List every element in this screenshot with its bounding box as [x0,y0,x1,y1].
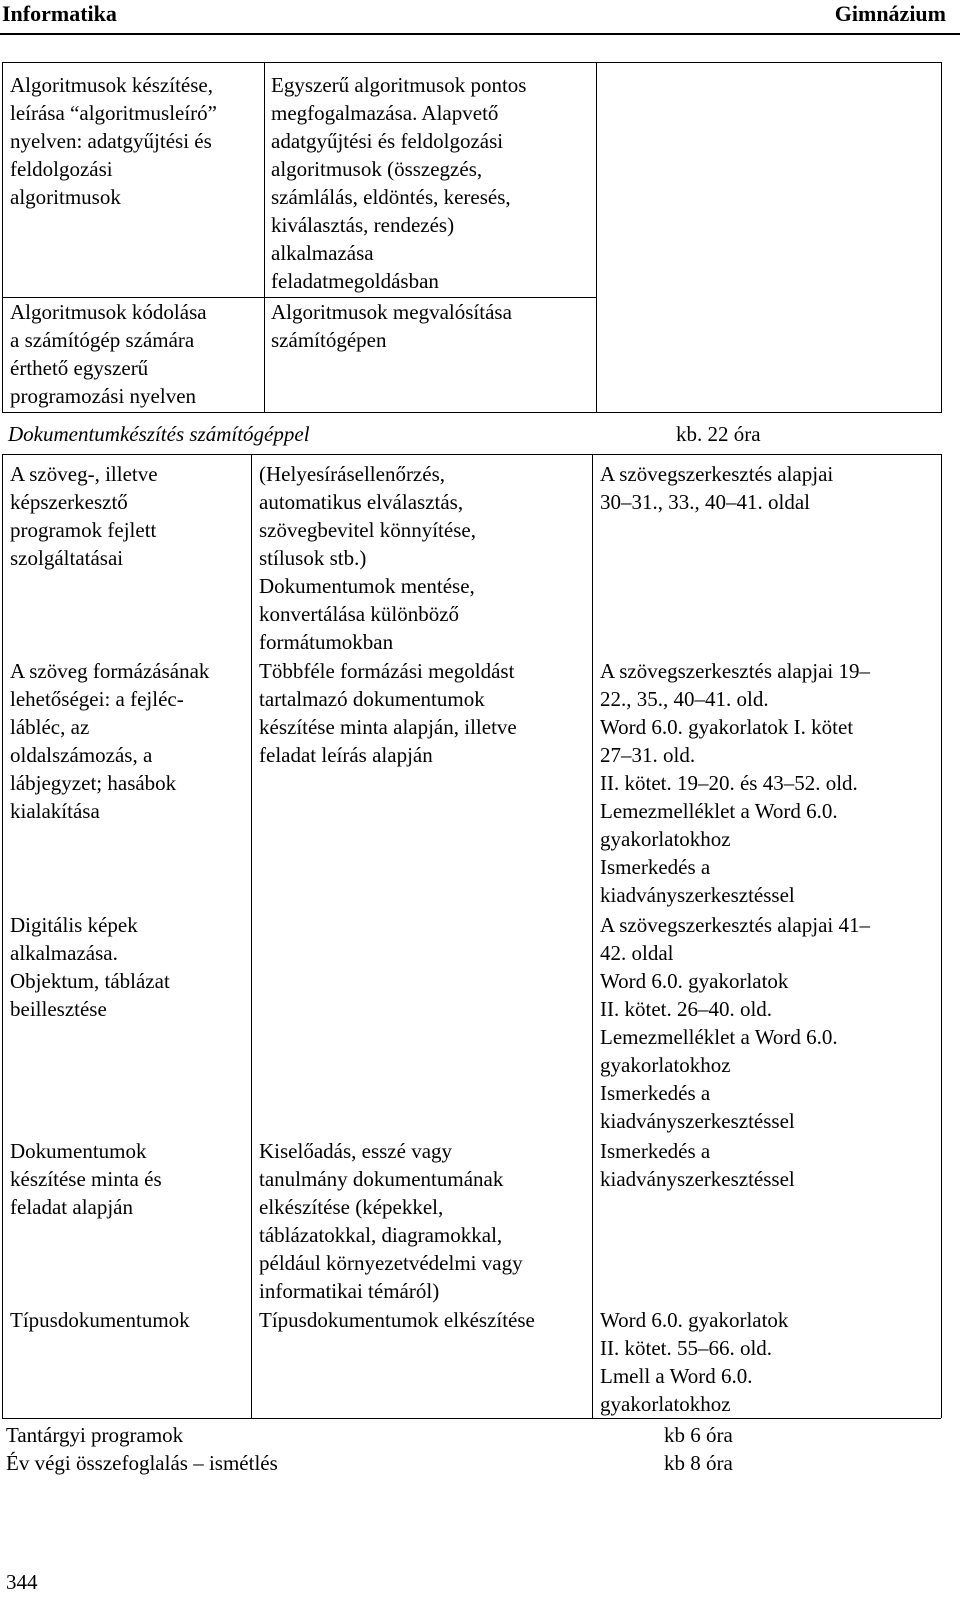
topic-cell: A szöveg-, illetve képszerkesztő programok fejlett szolgáltatásai [10,462,158,570]
content-cell: (Helyesírásellenőrzés, automatikus elválasztás, szövegbevitel könnyítése, stílusok stb.) Dokumentumok mentése, konvertálása különböző formátumokban [259,462,476,654]
column-divider [264,62,265,413]
content-cell: Algoritmusok megvalósítása számítógépen [271,300,512,352]
topic-cell: A szöveg formázásának lehetőségei: a fejléc- lábléc, az oldalszámozás, a lábjegyzet; hasábok kialakítása [10,659,210,823]
table-border-right [941,62,942,413]
page-header [0,0,960,28]
content-cell: Többféle formázási megoldást tartalmazó dokumentumok készítése minta alapján, illetve feladat leírás alapján [259,659,517,767]
table-border-left [2,454,3,1418]
column-divider [592,454,593,1418]
summary-hours: kb 8 óra [664,1451,733,1475]
column-divider [596,62,597,413]
table-border-right [941,454,942,1418]
table-border-bottom [2,1418,941,1419]
section-hours: kb. 22 óra [676,422,761,446]
reference-cell: Ismerkedés a kiadványszerkesztéssel [600,1139,795,1191]
content-cell: Típusdokumentumok elkészítése [259,1308,535,1332]
reference-cell: Word 6.0. gyakorlatok II. kötet. 55–66. old. Lmell a Word 6.0. gyakorlatokhoz [600,1308,789,1416]
topic-cell: Típusdokumentumok [10,1308,190,1332]
table-border-top [2,62,941,63]
reference-cell: A szövegszerkesztés alapjai 19– 22., 35., 40–41. old. Word 6.0. gyakorlatok I. kötet 27–31. old. II. kötet. 19–20. és 43–52. old. Lemezmelléklet a Word 6.0. gyakorlatokhoz Ismerkedés a kiadványszerkesztéssel [600,659,870,907]
topic-cell: Digitális képek alkalmazása. Objektum, táblázat beillesztése [10,913,170,1021]
content-cell: Egyszerű algoritmusok pontos megfogalmazása. Alapvető adatgyűjtési és feldolgozási algoritmusok (összegzés, számlálás, eldöntés, keresés, kiválasztás, rendezés) alkalmazása feladatmegoldásban [271,73,527,293]
table-border-left [2,62,3,413]
column-divider [251,454,252,1418]
page-number: 344 [6,1570,38,1594]
table-border-top [2,454,941,455]
reference-cell: A szövegszerkesztés alapjai 30–31., 33., 40–41. oldal [600,462,834,514]
summary-hours: kb 6 óra [664,1423,733,1447]
topic-cell: Algoritmusok készítése, leírása “algoritmusleíró” nyelven: adatgyűjtési és feldolgozási algoritmusok [10,73,217,209]
reference-cell: A szövegszerkesztés alapjai 41– 42. oldal Word 6.0. gyakorlatok II. kötet. 26–40. old. Lemezmelléklet a Word 6.0. gyakorlatokhoz Ismerkedés a kiadványszerkesztéssel [600,913,870,1133]
subject-name: Informatika [2,1,117,26]
school-type: Gimnázium [834,1,946,26]
summary-label: Év végi összefoglalás – ismétlés [6,1451,278,1475]
header-rule [0,33,960,35]
section-title: Dokumentumkészítés számítógéppel [8,422,310,446]
content-cell: Kiselőadás, esszé vagy tanulmány dokumentumának elkészítése (képekkel, táblázatokkal, diagramokkal, például környezetvédelmi vagy informatikai témáról) [259,1139,523,1303]
summary-label: Tantárgyi programok [6,1423,184,1447]
topic-cell: Dokumentumok készítése minta és feladat alapján [10,1139,162,1219]
topic-cell: Algoritmusok kódolása a számítógép számára érthető egyszerű programozási nyelven [10,300,207,408]
row-divider [2,412,941,413]
